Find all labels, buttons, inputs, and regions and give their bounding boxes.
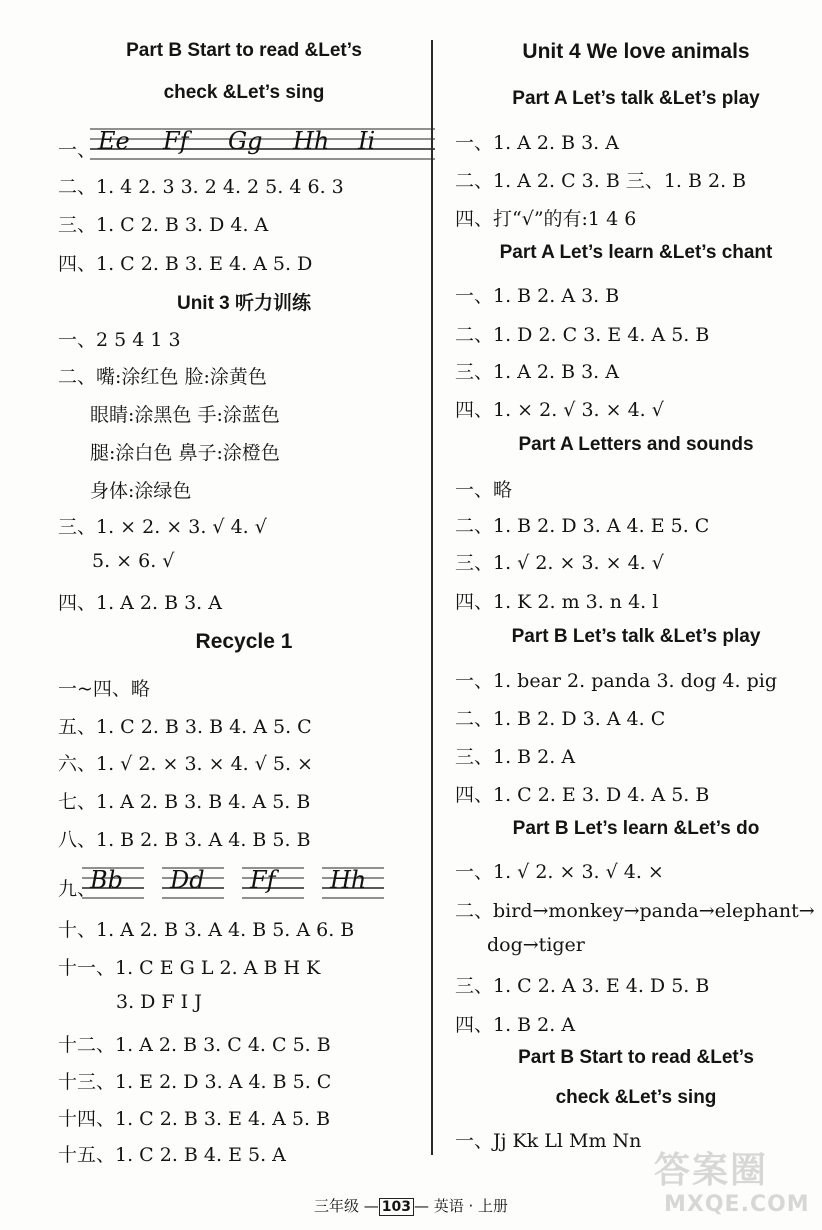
answer-line: 六、1. √ 2. × 3. × 4. √ 5. × [58,753,313,775]
section-heading: Part A Let’s talk &Let’s play [512,88,760,109]
answer-line: 三、1. × 2. × 3. √ 4. √ [58,516,267,538]
handwritten-letter-pair: Bb [90,866,123,894]
section-heading: Unit 3 听力训练 [176,293,312,314]
question-number: 一、 [58,139,97,161]
question-number: 九、 [58,878,97,900]
watermark-text-cn: 答案圈 [654,1150,769,1191]
answer-line: 二、1. 4 2. 3 3. 2 4. 2 5. 4 6. 3 [58,176,344,198]
watermark-logo [614,1140,814,1222]
handwritten-letter-pair: Dd [170,866,205,894]
section-heading: check &Let’s sing [555,1087,717,1108]
handwriting-staff [82,856,422,906]
answer-line: 七、1. A 2. B 3. B 4. A 5. B [58,791,311,813]
footer-grade: 三年级 [313,1197,359,1215]
section-heading: check &Let’s sing [163,82,325,103]
answer-line: 五、1. C 2. B 3. B 4. A 5. C [58,716,312,738]
section-heading: Part B Start to read &Let’s [518,1047,754,1068]
watermark-text-en: MXQE.COM [664,1192,810,1217]
section-heading: Recycle 1 [195,630,293,653]
section-heading: Part B Start to read &Let’s [126,40,362,61]
section-heading: Part A Letters and sounds [518,434,754,455]
answer-line: 三、1. A 2. B 3. A [455,361,619,383]
answer-line: 十、1. A 2. B 3. A 4. B 5. A 6. B [58,919,355,941]
section-heading: Part A Let’s learn &Let’s chant [499,242,773,263]
answer-line: dog→tiger [487,934,585,956]
handwritten-letter-pair: Hh [330,866,367,894]
answer-line: 一、1. A 2. B 3. A [455,132,619,154]
answer-line: 一、Jj Kk Ll Mm Nn [455,1130,642,1152]
answer-line: 四、1. C 2. E 3. D 4. A 5. B [455,784,710,806]
answer-line: 眼睛:涂黑色 手:涂蓝色 [90,404,280,426]
answer-line: 5. × 6. √ [92,550,175,572]
answer-line: 三、1. C 2. B 3. D 4. A [58,214,269,236]
handwriting-staff [90,117,435,167]
handwritten-letter-pair: Gg [228,127,263,155]
handwritten-letter-pair: Hh [293,127,330,155]
column-divider [431,40,433,1155]
section-heading: Part B Let’s learn &Let’s do [512,818,760,839]
answer-line: 一、1. B 2. A 3. B [455,285,620,307]
answer-line: 腿:涂白色 鼻子:涂橙色 [90,442,280,464]
answer-line: 十五、1. C 2. B 4. E 5. A [58,1144,286,1166]
answer-line: 二、嘴:涂红色 脸:涂黄色 [58,366,267,388]
answer-line: 四、1. K 2. m 3. n 4. l [455,591,659,613]
answer-line: 二、bird→monkey→panda→elephant→ [455,900,815,922]
handwriting-answer-row [58,856,430,906]
answer-line: 十一、1. C E G L 2. A B H K [58,957,321,979]
answer-line: 一~四、略 [58,678,150,700]
page-number: 103 [379,1198,414,1216]
footer-separator-left: — [363,1197,379,1215]
answer-line: 四、1. × 2. √ 3. × 4. √ [455,399,664,421]
handwritten-letter-pair: Ii [358,127,376,155]
handwritten-letter-pair: Ee [98,127,130,155]
answer-line: 十二、1. A 2. B 3. C 4. C 5. B [58,1034,331,1056]
answer-line: 三、1. C 2. A 3. E 4. D 5. B [455,975,710,997]
answer-line: 四、1. A 2. B 3. A [58,592,222,614]
footer-subject: 英语 · 上册 [433,1197,509,1215]
answer-line: 二、1. B 2. D 3. A 4. C [455,708,666,730]
answer-line: 一、1. bear 2. panda 3. dog 4. pig [455,670,777,692]
answer-line: 3. D F I J [116,991,202,1013]
section-heading: Unit 4 We love animals [522,40,750,63]
section-heading: Part B Let’s talk &Let’s play [511,626,761,647]
answer-line: 一、略 [455,479,513,501]
footer-separator-right: — [413,1197,429,1215]
answer-line: 三、1. B 2. A [455,746,576,768]
answer-line: 二、1. B 2. D 3. A 4. E 5. C [455,515,710,537]
answer-line: 十三、1. E 2. D 3. A 4. B 5. C [58,1071,332,1093]
answer-line: 一、1. √ 2. × 3. √ 4. × [455,861,664,883]
answer-line: 八、1. B 2. B 3. A 4. B 5. B [58,829,311,851]
answer-line: 二、1. D 2. C 3. E 4. A 5. B [455,324,710,346]
answer-line: 三、1. √ 2. × 3. × 4. √ [455,552,664,574]
handwritten-letter-pair: Ff [250,866,276,894]
handwriting-answer-row [58,117,430,167]
answer-line: 一、2 5 4 1 3 [58,329,181,351]
answer-line: 四、打“√”的有:1 4 6 [455,208,637,230]
answer-line: 四、1. B 2. A [455,1014,576,1036]
handwritten-letter-pair: Ff [163,127,189,155]
answer-line: 二、1. A 2. C 3. B 三、1. B 2. B [455,170,747,192]
answer-line: 四、1. C 2. B 3. E 4. A 5. D [58,253,313,275]
answer-line: 身体:涂绿色 [90,480,192,502]
answer-line: 十四、1. C 2. B 3. E 4. A 5. B [58,1108,331,1130]
